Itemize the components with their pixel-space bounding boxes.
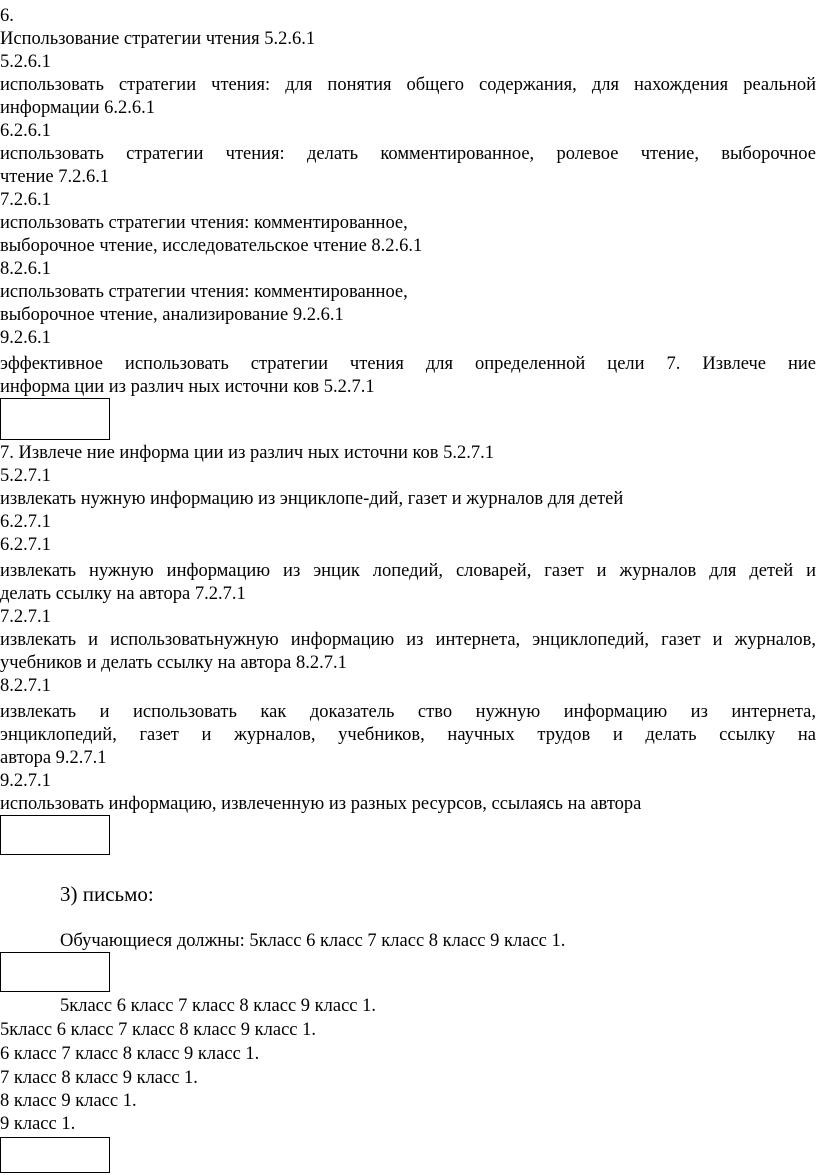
text-line: выборочное чтение, анализирование 9.2.6.1 (0, 305, 344, 325)
text-line: 9.2.6.1 (0, 328, 51, 348)
empty-cell-box (0, 952, 110, 992)
empty-cell-box (0, 1137, 110, 1173)
text-line: 8.2.6.1 (0, 259, 51, 279)
text-line: Использование стратегии чтения 5.2.6.1 (0, 29, 316, 49)
text-line: чтение 7.2.6.1 (0, 167, 110, 187)
text-line: использовать стратегии чтения: для понятия общего содержания, для нахождения реальной (0, 75, 816, 95)
text-line: учебников и делать ссылку на автора 8.2.7.1 (0, 653, 347, 673)
empty-cell-box (0, 398, 110, 440)
text-line: автора 9.2.7.1 (0, 748, 107, 768)
text-line: 8.2.7.1 (0, 676, 51, 696)
text-line: использовать стратегии чтения: комментированное, (0, 213, 408, 233)
text-line: информации 6.2.6.1 (0, 98, 156, 118)
grade-line: 8 класс 9 класс 1. (0, 1091, 137, 1111)
text-line: использовать стратегии чтения: делать комментированное, ролевое чтение, выборочное (0, 144, 816, 164)
text-line: 5.2.6.1 (0, 52, 51, 72)
text-line: извлекать и использоватьнужную информацию из интернета, энциклопедий, газет и журналов, (0, 630, 816, 650)
grade-line: 5класс 6 класс 7 класс 8 класс 9 класс 1. (60, 996, 377, 1016)
text-line: выборочное чтение, исследовательское чтение 8.2.6.1 (0, 236, 423, 256)
text-line: использовать стратегии чтения: комментированное, (0, 282, 408, 302)
text-line: 9.2.7.1 (0, 771, 51, 791)
text-line: 5.2.7.1 (0, 466, 51, 486)
text-line: 6.2.6.1 (0, 121, 51, 141)
grade-line: 5класс 6 класс 7 класс 8 класс 9 класс 1. (0, 1020, 317, 1040)
text-line: информа ции из различ ных источни ков 5.2.7.1 (0, 377, 375, 397)
empty-cell-box (0, 815, 110, 855)
students-line: Обучающиеся должны: 5класс 6 класс 7 класс 8 класс 9 класс 1. (60, 931, 566, 951)
text-line: использовать информацию, извлеченную из разных ресурсов, ссылаясь на автора (0, 794, 642, 814)
text-line: делать ссылку на автора 7.2.7.1 (0, 584, 246, 604)
text-line: 7.2.6.1 (0, 190, 51, 210)
text-line: 7. Извлече ние информа ции из различ ных источни ков 5.2.7.1 (0, 443, 495, 463)
section-heading: 3) письмо: (60, 882, 154, 906)
text-line: извлекать нужную информацию из энциклопе-дий, газет и журналов для детей (0, 489, 624, 509)
text-line: эффективное использовать стратегии чтения для определенной цели 7. Извлече ние (0, 354, 816, 374)
text-line: 6.2.7.1 (0, 535, 51, 555)
text-line: извлекать нужную информацию из энцик лопедий, словарей, газет и журналов для детей и (0, 561, 816, 581)
grade-line: 9 класс 1. (0, 1114, 76, 1134)
text-line: извлекать и использовать как доказатель ство нужную информацию из интернета, (0, 702, 816, 722)
text-line: энциклопедий, газет и журналов, учебников, научных трудов и делать ссылку на (0, 725, 816, 745)
grade-line: 7 класс 8 класс 9 класс 1. (0, 1068, 198, 1088)
grade-line: 6 класс 7 класс 8 класс 9 класс 1. (0, 1044, 260, 1064)
text-line: 6.2.7.1 (0, 512, 51, 532)
text-line: 7.2.7.1 (0, 607, 51, 627)
text-line: 6. (0, 6, 14, 26)
